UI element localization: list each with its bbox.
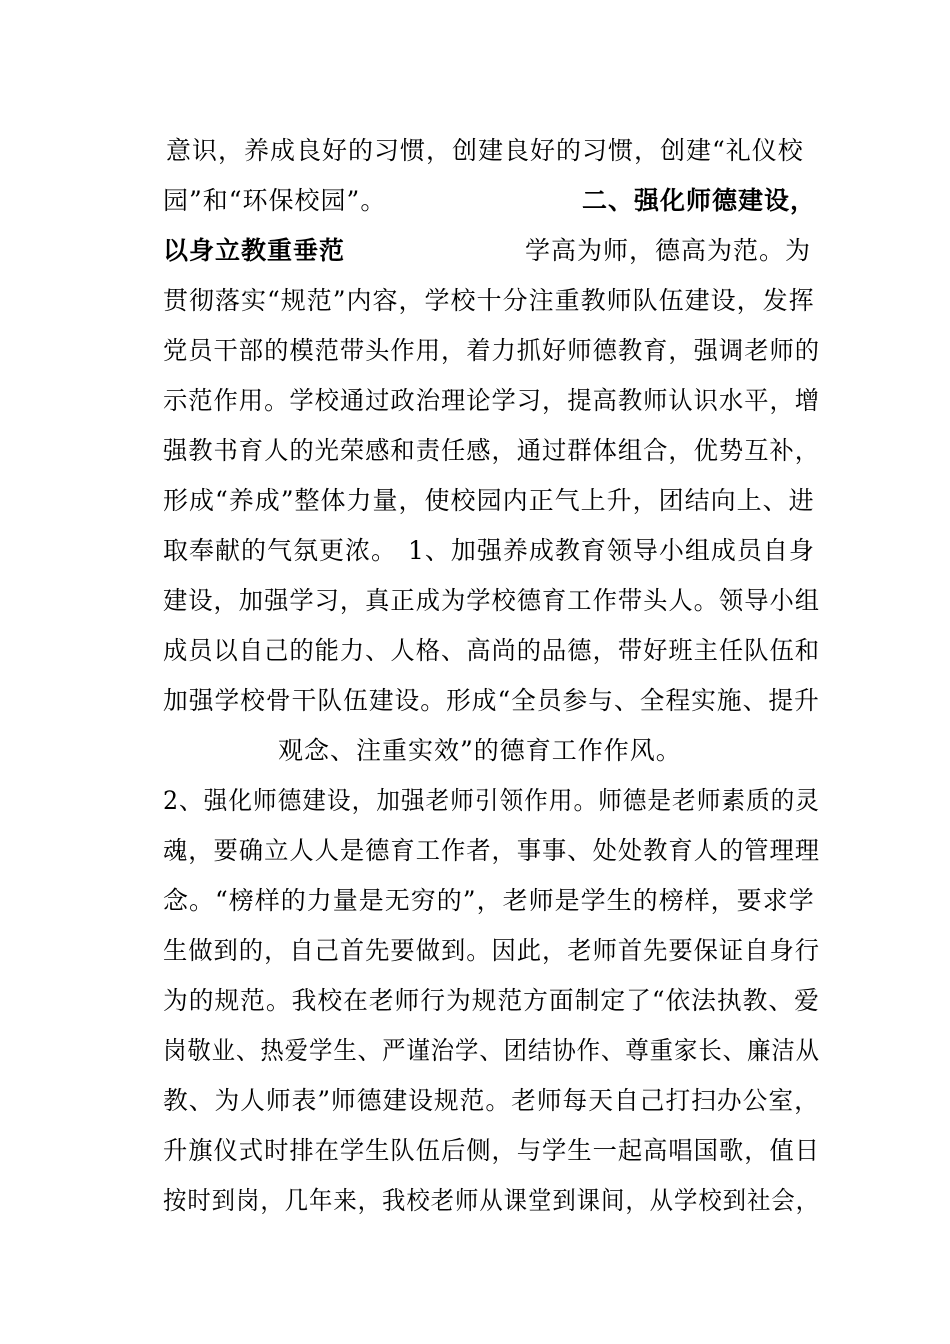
text-line: 形成“养成”整体力量，使校园内正气上升，团结向上、进 <box>163 486 815 515</box>
text-line: 生做到的，自己首先要做到。因此，老师首先要保证自身行 <box>163 936 821 965</box>
text-line: 加强学校骨干队伍建设。形成“全员参与、全程实施、提升 <box>163 686 820 715</box>
text-line: 魂，要确立人人是德育工作者，事事、处处教育人的管理理 <box>163 836 821 865</box>
text-line: 意识，养成良好的习惯，创建良好的习惯，创建“礼仪校 <box>166 136 804 165</box>
text-line: 念。“榜样的力量是无穷的”，老师是学生的榜样，要求学 <box>163 886 815 915</box>
text-line: 按时到岗，几年来，我校老师从课堂到课间，从学校到社会， <box>163 1186 821 1215</box>
text-line: 成员以自己的能力、人格、高尚的品德，带好班主任队伍和 <box>163 636 821 665</box>
text-line: 示范作用。学校通过政治理论学习，提高教师认识水平，增 <box>163 386 821 415</box>
text-line: 园”和“环保校园”。 <box>163 186 387 215</box>
text-line: 建设，加强学习，真正成为学校德育工作带头人。领导小组 <box>163 586 821 615</box>
text-line: 贯彻落实“规范”内容，学校十分注重教师队伍建设，发挥 <box>163 286 815 315</box>
section-heading: 二、强化师德建设， <box>582 186 817 215</box>
text-line: 为的规范。我校在老师行为规范方面制定了“依法执教、爱 <box>163 986 820 1015</box>
text-line: 岗敬业、热爱学生、严谨治学、团结协作、尊重家长、廉洁从 <box>163 1036 821 1065</box>
text-line: 强教书育人的光荣感和责任感，通过群体组合，优势互补， <box>163 436 821 465</box>
section-heading-continued: 以身立教重垂范 <box>163 236 346 265</box>
text-line: 1、加强养成教育领导小组成员自身 <box>408 536 815 565</box>
text-line: 学高为师，德高为范。为 <box>525 236 812 265</box>
text-line: 升旗仪式时排在学生队伍后侧，与学生一起高唱国歌，值日 <box>163 1136 821 1165</box>
text-line: 教、为人师表”师德建设规范。老师每天自己打扫办公室， <box>163 1086 820 1115</box>
text-line: 2、强化师德建设，加强老师引领作用。师德是老师素质的灵 <box>163 786 820 815</box>
text-line: 取奉献的气氛更浓。 <box>163 536 398 565</box>
text-line: 观念、注重实效”的德育工作作风。 <box>278 736 682 765</box>
text-line: 党员干部的模范带头作用，着力抓好师德教育，强调老师的 <box>163 336 821 365</box>
